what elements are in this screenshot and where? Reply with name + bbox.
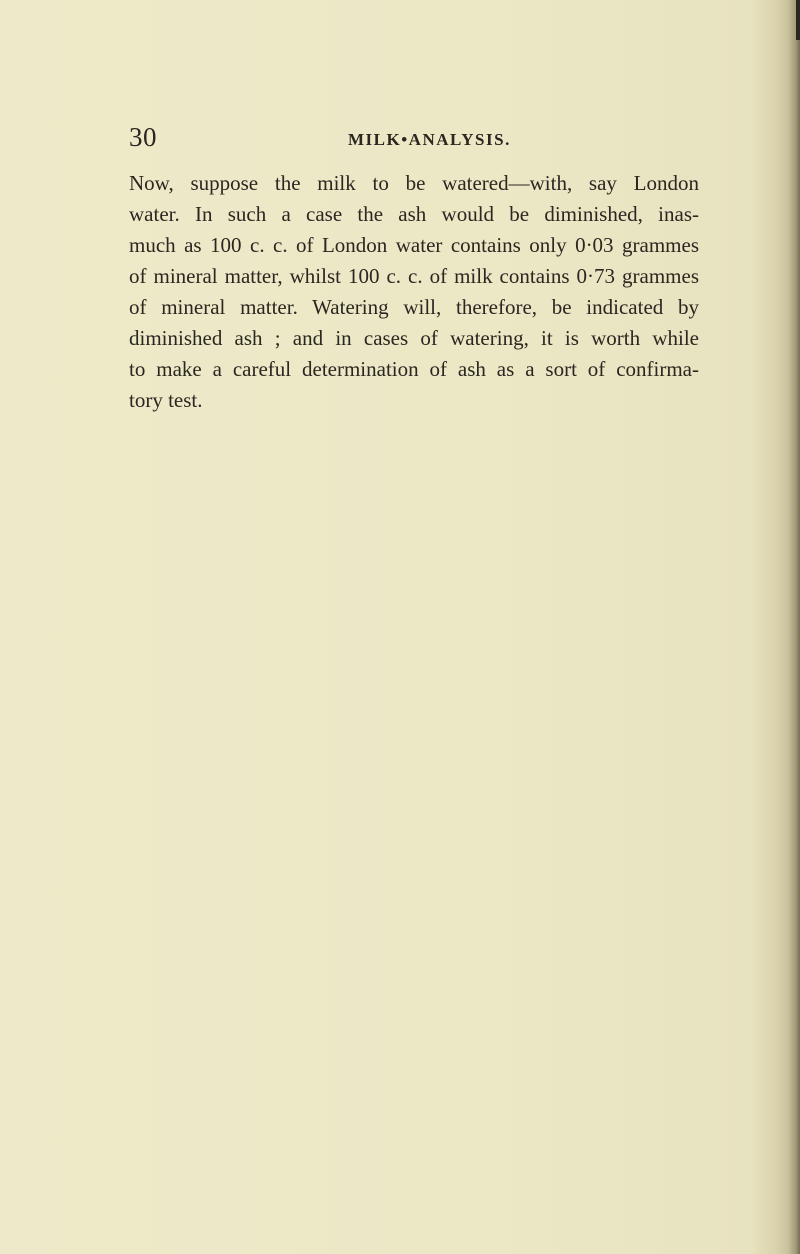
text-line: tory test. bbox=[129, 388, 203, 412]
body-paragraph bbox=[129, 168, 699, 416]
text-line: of mineral matter, whilst 100 c. c. of milk contains 0·73 grammes bbox=[129, 264, 699, 288]
text-line: Now, suppose the milk to be watered—with, say London bbox=[129, 171, 699, 195]
running-title: MILK•ANALYSIS. bbox=[348, 130, 511, 149]
text-line: water. In such a case the ash would be diminished, inas- bbox=[129, 202, 699, 226]
text-line: to make a careful determination of ash as a sort of confirma- bbox=[129, 357, 699, 381]
text-line: diminished ash ; and in cases of watering, it is worth while bbox=[129, 326, 699, 350]
page-edge-mark bbox=[796, 0, 800, 40]
page-number: 30 bbox=[129, 122, 157, 152]
page-header bbox=[129, 122, 689, 152]
text-line: of mineral matter. Watering will, therefore, be indicated by bbox=[129, 295, 699, 319]
page-edge-shadow bbox=[788, 0, 800, 1254]
text-line: much as 100 c. c. of London water contains only 0·03 grammes bbox=[129, 233, 699, 257]
